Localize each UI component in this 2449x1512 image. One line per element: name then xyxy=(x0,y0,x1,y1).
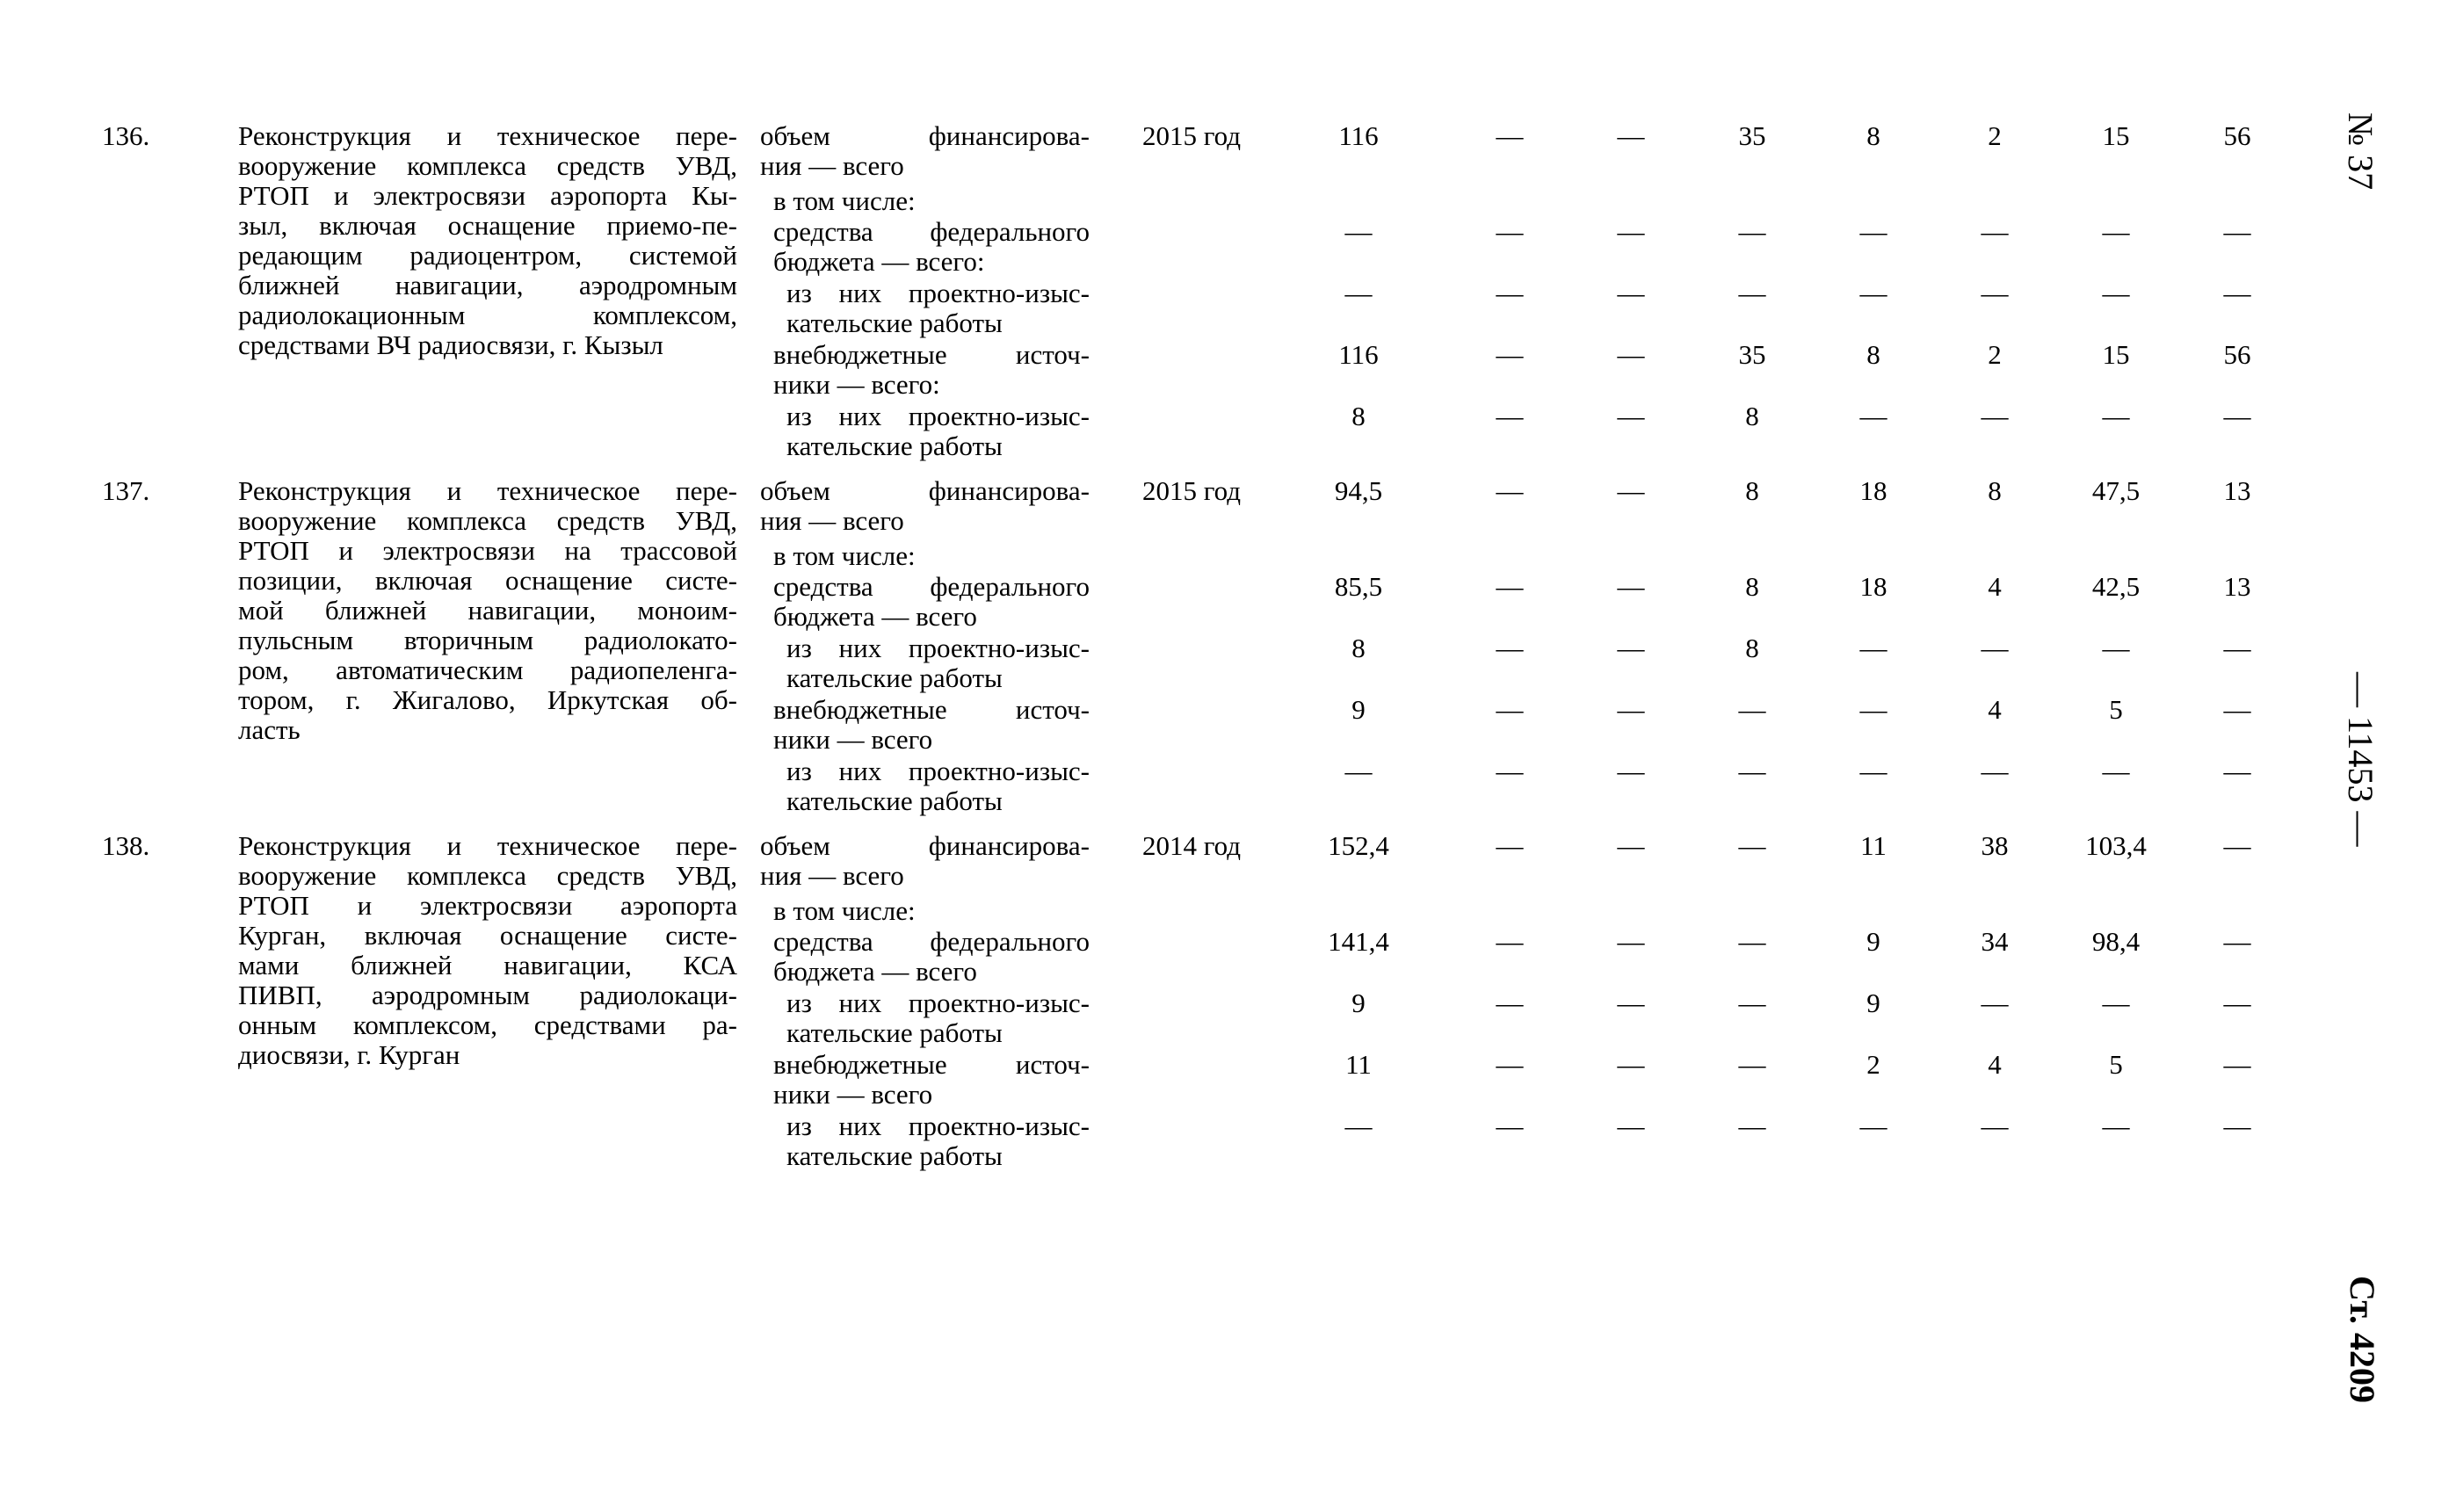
financing-value: — xyxy=(1496,401,1524,431)
row-title-line: позиции, включая оснащение систе- xyxy=(238,565,737,596)
financing-value: — xyxy=(1496,694,1524,725)
financing-value: — xyxy=(1859,694,1887,725)
financing-value: — xyxy=(2102,278,2130,308)
financing-value: — xyxy=(1496,988,1524,1018)
financing-value: — xyxy=(1617,1049,1645,1080)
financing-value: — xyxy=(1496,120,1524,151)
financing-value: — xyxy=(1738,988,1766,1018)
financing-value: — xyxy=(1981,401,2009,431)
financing-label: бюджета — всего xyxy=(773,956,977,987)
row-title-line: диосвязи, г. Курган xyxy=(238,1039,460,1070)
financing-value: 98,4 xyxy=(2091,926,2141,957)
financing-value: 85,5 xyxy=(1334,571,1383,602)
financing-label: в том числе: xyxy=(773,540,916,571)
row-title-line: вооружение комплекса средств УВД, xyxy=(238,505,737,536)
financing-label: из них проектно-изыс- xyxy=(786,988,1090,1018)
financing-label: из них проектно-изыс- xyxy=(786,1110,1090,1141)
financing-value: 47,5 xyxy=(2091,475,2141,506)
financing-value: — xyxy=(1859,1110,1887,1141)
financing-value: — xyxy=(2223,1049,2251,1080)
financing-value: 8 xyxy=(1988,475,2002,506)
financing-value: 2 xyxy=(1866,1049,1880,1080)
financing-label: ния — всего xyxy=(760,860,904,891)
financing-value: 9 xyxy=(1351,988,1366,1018)
financing-value: — xyxy=(1981,278,2009,308)
financing-value: — xyxy=(1496,926,1524,957)
financing-value: — xyxy=(1859,633,1887,663)
financing-value: — xyxy=(1617,988,1645,1018)
financing-label: ния — всего xyxy=(760,150,904,181)
financing-value: — xyxy=(1981,1110,2009,1141)
financing-value: — xyxy=(1738,1110,1766,1141)
financing-label: в том числе: xyxy=(773,895,916,926)
financing-value: 11 xyxy=(1860,830,1887,861)
financing-value: — xyxy=(2223,926,2251,957)
financing-value: — xyxy=(2102,1110,2130,1141)
financing-value: 4 xyxy=(1988,571,2002,602)
financing-value: — xyxy=(1981,633,2009,663)
financing-value: — xyxy=(1617,694,1645,725)
financing-value: 9 xyxy=(1351,694,1366,725)
financing-value: — xyxy=(1859,756,1887,786)
financing-label: бюджета — всего: xyxy=(773,246,985,277)
financing-value: — xyxy=(1738,216,1766,247)
financing-value: — xyxy=(1617,756,1645,786)
row-title-line: ближней навигации, аэродромным xyxy=(238,270,737,300)
financing-value: 42,5 xyxy=(2091,571,2141,602)
financing-label: ники — всего: xyxy=(773,369,940,400)
row-year: 2015 год xyxy=(1141,475,1242,506)
financing-label: внебюджетные источ- xyxy=(773,339,1090,370)
financing-value: 116 xyxy=(1338,120,1379,151)
financing-value: — xyxy=(2223,756,2251,786)
financing-label: кательские работы xyxy=(786,430,1003,461)
financing-value: — xyxy=(1617,278,1645,308)
financing-value: 8 xyxy=(1866,339,1880,370)
financing-value: 13 xyxy=(2223,475,2251,506)
financing-label: ники — всего xyxy=(773,1079,933,1110)
financing-value: — xyxy=(1859,216,1887,247)
financing-value: 35 xyxy=(1738,120,1766,151)
financing-label: ния — всего xyxy=(760,505,904,536)
financing-value: — xyxy=(2223,216,2251,247)
financing-value: 152,4 xyxy=(1328,830,1389,861)
row-title-line: зыл, включая оснащение приемо-пе- xyxy=(238,210,737,241)
financing-value: 35 xyxy=(1738,339,1766,370)
financing-label: из них проектно-изыс- xyxy=(786,401,1090,431)
financing-value: — xyxy=(1617,633,1645,663)
financing-label: средства федерального xyxy=(773,216,1090,247)
financing-label: бюджета — всего xyxy=(773,601,977,632)
page-number: — 11453 — xyxy=(2341,672,2380,847)
financing-label: кательские работы xyxy=(786,1140,1003,1171)
financing-value: 15 xyxy=(2102,120,2130,151)
row-title-line: ром, автоматическим радиопеленга- xyxy=(238,655,737,685)
financing-value: — xyxy=(1617,401,1645,431)
financing-value: — xyxy=(2102,633,2130,663)
financing-value: — xyxy=(2223,694,2251,725)
financing-value: — xyxy=(2223,278,2251,308)
financing-value: 103,4 xyxy=(2085,830,2147,861)
financing-value: 56 xyxy=(2223,339,2251,370)
financing-value: — xyxy=(1981,756,2009,786)
row-number: 136. xyxy=(102,120,150,151)
financing-value: 5 xyxy=(2109,694,2123,725)
financing-value: — xyxy=(1738,830,1766,861)
financing-value: — xyxy=(2223,830,2251,861)
financing-label: из них проектно-изыс- xyxy=(786,633,1090,663)
financing-value: — xyxy=(1617,571,1645,602)
financing-value: 8 xyxy=(1745,571,1759,602)
financing-value: 116 xyxy=(1338,339,1379,370)
financing-value: — xyxy=(1344,278,1373,308)
article-number: Ст. 4209 xyxy=(2343,1276,2382,1403)
financing-value: — xyxy=(1496,756,1524,786)
financing-label: кательские работы xyxy=(786,785,1003,816)
financing-value: — xyxy=(2102,988,2130,1018)
financing-value: — xyxy=(1981,988,2009,1018)
financing-value: — xyxy=(1344,1110,1373,1141)
financing-value: 38 xyxy=(1981,830,2009,861)
row-title-line: тором, г. Жигалово, Иркутская об- xyxy=(238,684,737,715)
row-title-line: пульсным вторичным радиолокато- xyxy=(238,625,737,655)
financing-value: 11 xyxy=(1345,1049,1372,1080)
financing-value: 94,5 xyxy=(1334,475,1383,506)
financing-value: 141,4 xyxy=(1328,926,1389,957)
financing-value: — xyxy=(1981,216,2009,247)
financing-value: — xyxy=(1738,756,1766,786)
financing-value: — xyxy=(1859,401,1887,431)
row-title-line: средствами ВЧ радиосвязи, г. Кызыл xyxy=(238,329,663,360)
financing-label: кательские работы xyxy=(786,662,1003,693)
financing-value: 15 xyxy=(2102,339,2130,370)
financing-label: кательские работы xyxy=(786,1017,1003,1048)
financing-value: — xyxy=(1617,926,1645,957)
financing-value: — xyxy=(1344,756,1373,786)
row-title-line: мами ближней навигации, КСА xyxy=(238,950,737,980)
financing-value: — xyxy=(1496,571,1524,602)
financing-label: в том числе: xyxy=(773,185,916,216)
financing-value: — xyxy=(1496,339,1524,370)
financing-value: 2 xyxy=(1988,120,2002,151)
financing-value: — xyxy=(2102,756,2130,786)
financing-label: средства федерального xyxy=(773,571,1090,602)
financing-value: — xyxy=(1496,216,1524,247)
financing-value: 8 xyxy=(1351,633,1366,663)
financing-value: 8 xyxy=(1351,401,1366,431)
row-title-line: онным комплексом, средствами ра- xyxy=(238,1009,737,1040)
issue-number: № 37 xyxy=(2341,112,2380,191)
financing-value: — xyxy=(2223,401,2251,431)
financing-label: объем финансирова- xyxy=(760,830,1090,861)
financing-label: из них проектно-изыс- xyxy=(786,278,1090,308)
financing-value: 56 xyxy=(2223,120,2251,151)
financing-value: — xyxy=(1496,1110,1524,1141)
financing-label: кательские работы xyxy=(786,307,1003,338)
row-year: 2015 год xyxy=(1141,120,1242,151)
financing-label: средства федерального xyxy=(773,926,1090,957)
row-title-line: Реконструкция и техническое пере- xyxy=(238,120,737,151)
financing-value: 9 xyxy=(1866,988,1880,1018)
row-title-line: вооружение комплекса средств УВД, xyxy=(238,150,737,181)
row-number: 138. xyxy=(102,830,150,861)
row-title-line: радиолокационным комплексом, xyxy=(238,300,737,330)
financing-value: 34 xyxy=(1981,926,2009,957)
row-title-line: редающим радиоцентром, системой xyxy=(238,240,737,271)
financing-label: внебюджетные источ- xyxy=(773,694,1090,725)
financing-value: — xyxy=(1617,339,1645,370)
row-number: 137. xyxy=(102,475,150,506)
financing-value: — xyxy=(1738,694,1766,725)
financing-value: 4 xyxy=(1988,694,2002,725)
financing-label: из них проектно-изыс- xyxy=(786,756,1090,786)
financing-label: внебюджетные источ- xyxy=(773,1049,1090,1080)
financing-value: 18 xyxy=(1859,571,1887,602)
financing-value: 8 xyxy=(1745,633,1759,663)
row-title-line: мой ближней навигации, моноим- xyxy=(238,595,737,626)
financing-value: — xyxy=(1617,216,1645,247)
financing-value: — xyxy=(2102,401,2130,431)
financing-value: — xyxy=(1617,475,1645,506)
financing-value: — xyxy=(1738,278,1766,308)
financing-value: 13 xyxy=(2223,571,2251,602)
row-year: 2014 год xyxy=(1141,830,1242,861)
financing-value: — xyxy=(1617,1110,1645,1141)
row-title-line: РТОП и электросвязи аэропорта Кы- xyxy=(238,180,737,211)
financing-value: 4 xyxy=(1988,1049,2002,1080)
financing-value: — xyxy=(1496,633,1524,663)
financing-value: 18 xyxy=(1859,475,1887,506)
financing-value: — xyxy=(1738,1049,1766,1080)
financing-value: 5 xyxy=(2109,1049,2123,1080)
financing-value: — xyxy=(1496,830,1524,861)
row-title-line: ласть xyxy=(238,714,301,745)
financing-value: — xyxy=(1617,830,1645,861)
financing-value: — xyxy=(1617,120,1645,151)
financing-label: объем финансирова- xyxy=(760,475,1090,506)
financing-value: — xyxy=(1859,278,1887,308)
financing-value: 8 xyxy=(1745,475,1759,506)
financing-value: — xyxy=(2102,216,2130,247)
row-title-line: Реконструкция и техническое пере- xyxy=(238,830,737,861)
financing-value: — xyxy=(2223,988,2251,1018)
financing-value: — xyxy=(1496,475,1524,506)
financing-value: 8 xyxy=(1745,401,1759,431)
financing-value: 2 xyxy=(1988,339,2002,370)
financing-value: — xyxy=(1344,216,1373,247)
row-title-line: Реконструкция и техническое пере- xyxy=(238,475,737,506)
financing-value: — xyxy=(1496,1049,1524,1080)
financing-value: — xyxy=(1496,278,1524,308)
row-title-line: вооружение комплекса средств УВД, xyxy=(238,860,737,891)
financing-value: — xyxy=(2223,633,2251,663)
financing-value: 8 xyxy=(1866,120,1880,151)
financing-value: — xyxy=(2223,1110,2251,1141)
row-title-line: Курган, включая оснащение систе- xyxy=(238,920,737,951)
financing-label: объем финансирова- xyxy=(760,120,1090,151)
row-title-line: РТОП и электросвязи аэропорта xyxy=(238,890,737,921)
row-title-line: ПИВП, аэродромным радиолокаци- xyxy=(238,980,737,1010)
financing-label: ники — всего xyxy=(773,724,933,755)
financing-value: 9 xyxy=(1866,926,1880,957)
financing-value: — xyxy=(1738,926,1766,957)
row-title-line: РТОП и электросвязи на трассовой xyxy=(238,535,737,566)
